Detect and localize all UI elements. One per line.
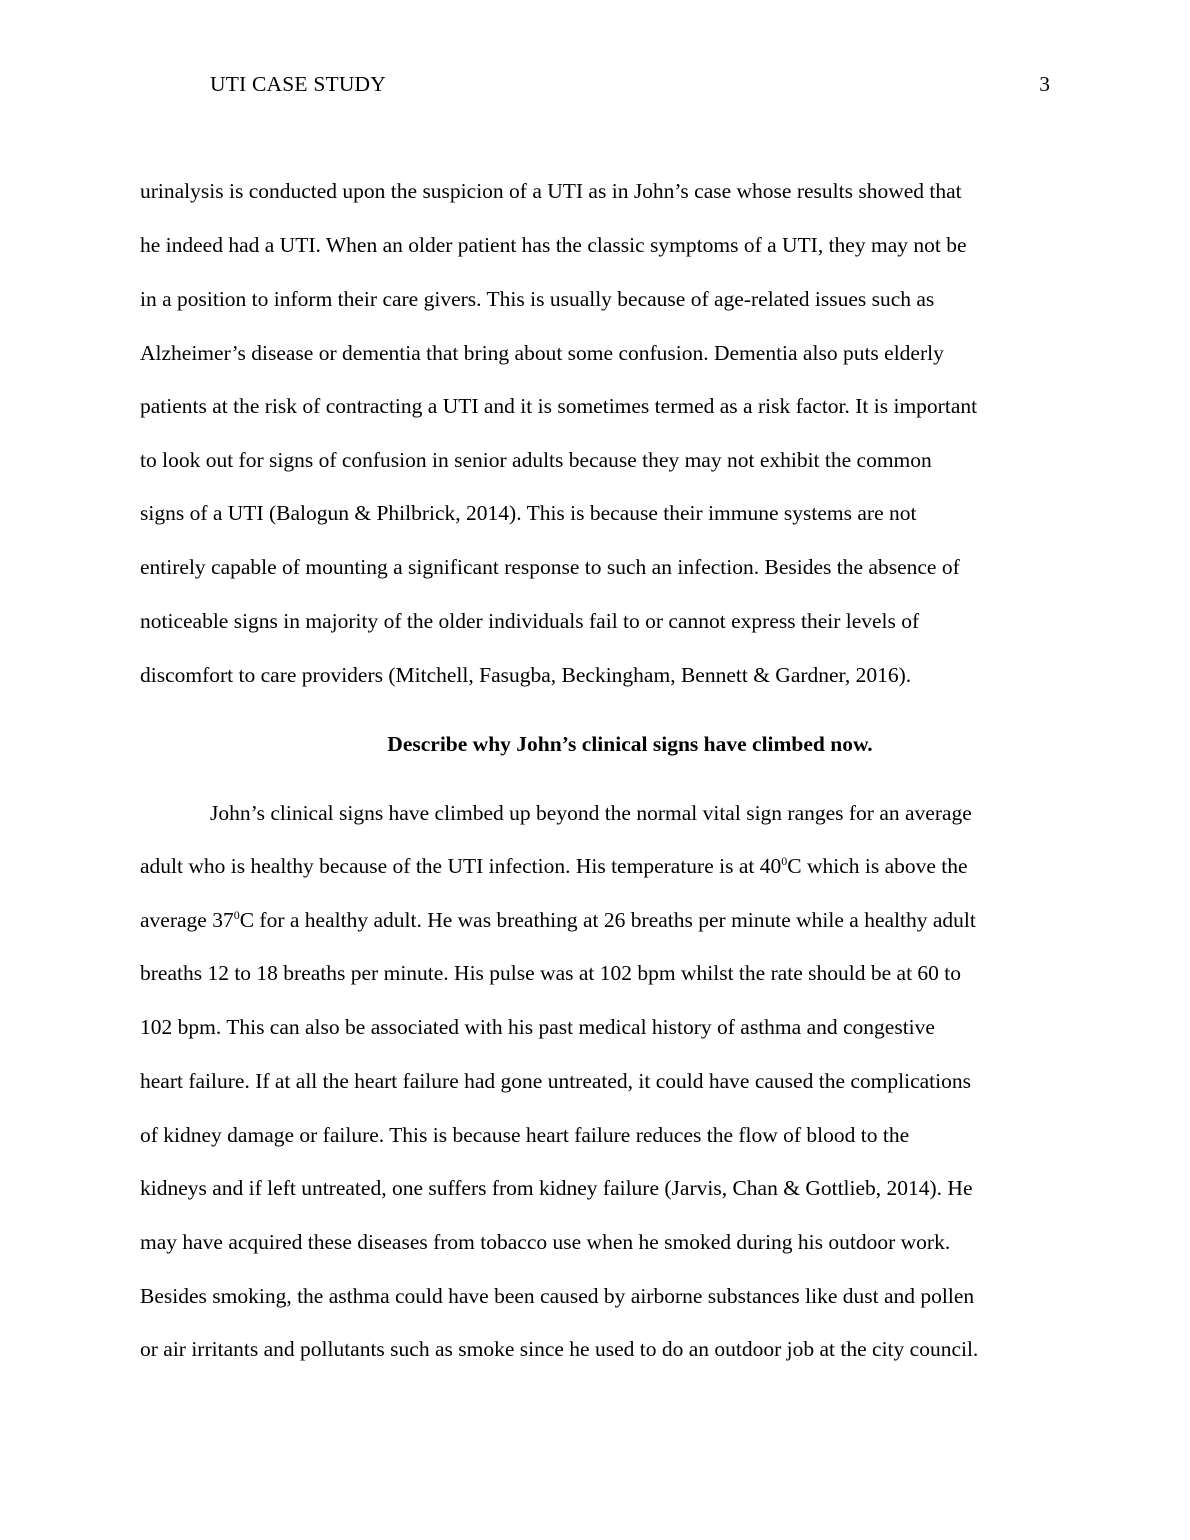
page-number: 3 [1039,72,1050,96]
text-segment: C for a healthy adult. He was breathing at 26 breaths per minute while a healthy adult [239,908,976,932]
text-line: noticeable signs in majority of the older individuals fail to or cannot express their levels of [140,609,920,633]
text-line: he indeed had a UTI. When an older patient has the classic symptoms of a UTI, they may not be [140,233,967,257]
text-line: Besides smoking, the asthma could have been caused by airborne substances like dust and pollen [140,1284,975,1308]
text-line: or air irritants and pollutants such as smoke since he used to do an outdoor job at the city council. [140,1337,979,1361]
text-line: breaths 12 to 18 breaths per minute. His pulse was at 102 bpm whilst the rate should be at 60 to [140,961,962,985]
text-line: urinalysis is conducted upon the suspicion of a UTI as in John’s case whose results showed that [140,179,962,203]
section-heading: Describe why John’s clinical signs have climbed now. [387,732,873,756]
text-line: John’s clinical signs have climbed up beyond the normal vital sign ranges for an average [210,801,972,825]
text-line: Alzheimer’s disease or dementia that bring about some confusion. Dementia also puts elderly [140,341,944,365]
superscript-degree: 0 [233,908,240,922]
superscript-degree: 0 [781,854,788,868]
text-segment: adult who is healthy because of the UTI infection. His temperature is at 40 [140,854,782,878]
text-segment: average 37 [140,908,234,932]
text-line [140,852,968,880]
text-line: in a position to inform their care givers. This is usually because of age-related issues such as [140,287,935,311]
text-line: 102 bpm. This can also be associated with his past medical history of asthma and congestive [140,1015,935,1039]
text-line: to look out for signs of confusion in senior adults because they may not exhibit the common [140,448,932,472]
text-line: heart failure. If at all the heart failure had gone untreated, it could have caused the complications [140,1069,971,1093]
text-line: of kidney damage or failure. This is because heart failure reduces the flow of blood to the [140,1123,910,1147]
text-line: signs of a UTI (Balogun & Philbrick, 2014). This is because their immune systems are not [140,501,917,525]
text-line: kidneys and if left untreated, one suffers from kidney failure (Jarvis, Chan & Gottlieb, 2014). He [140,1176,973,1200]
running-head: UTI CASE STUDY [210,72,386,96]
text-line [140,906,976,934]
text-line: discomfort to care providers (Mitchell, Fasugba, Beckingham, Bennett & Gardner, 2016). [140,663,912,687]
text-line: entirely capable of mounting a significant response to such an infection. Besides the absence of [140,555,960,579]
text-line: may have acquired these diseases from tobacco use when he smoked during his outdoor work. [140,1230,951,1254]
text-line: patients at the risk of contracting a UTI and it is sometimes termed as a risk factor. It is important [140,394,978,418]
text-segment: C which is above the [787,854,968,878]
